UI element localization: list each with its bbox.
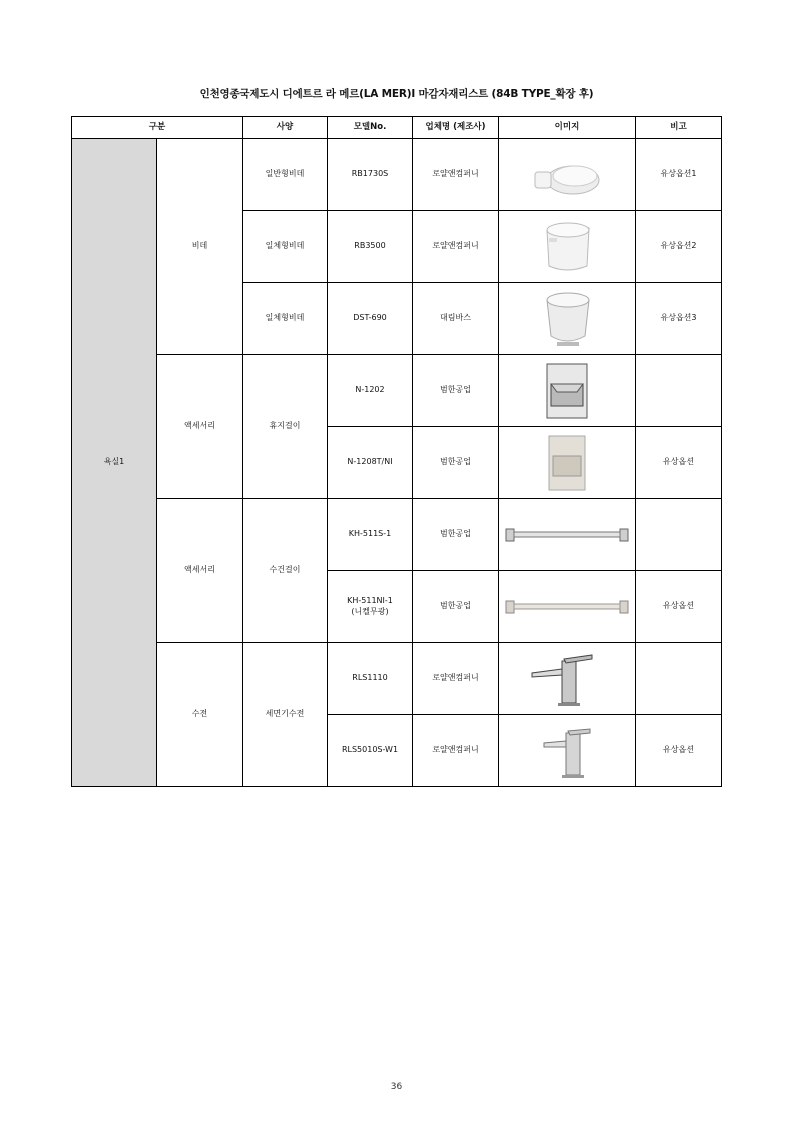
maker-cell: 로얄앤컴퍼니 (413, 211, 499, 283)
integrated-toilet-image (527, 288, 607, 350)
maker-cell: 로얄앤컴퍼니 (413, 139, 499, 211)
maker-cell: 범한공업 (413, 499, 499, 571)
image-cell (499, 427, 636, 499)
category-cell: 액세서리 (157, 499, 243, 643)
nickel-paper-holder-image (537, 432, 597, 494)
remark-cell: 유상옵션 (636, 715, 722, 787)
model-cell: RB1730S (328, 139, 413, 211)
remark-cell: 유상옵션 (636, 571, 722, 643)
image-cell (499, 715, 636, 787)
header-image: 이미지 (499, 117, 636, 139)
image-cell (499, 283, 636, 355)
maker-cell: 범한공업 (413, 355, 499, 427)
category-cell: 비데 (157, 139, 243, 355)
model-cell: RB3500 (328, 211, 413, 283)
towel-bar-image (502, 525, 632, 545)
room-cell: 욕실1 (72, 139, 157, 787)
table-row (72, 643, 722, 715)
maker-cell: 로얄앤컴퍼니 (413, 643, 499, 715)
remark-cell: 유상옵션1 (636, 139, 722, 211)
model-cell: DST-690 (328, 283, 413, 355)
spec-cell: 휴지걸이 (243, 355, 328, 499)
model-cell: KH-511S-1 (328, 499, 413, 571)
nickel-faucet-image (522, 721, 612, 781)
spec-cell: 세면기수전 (243, 643, 328, 787)
model-number: KH-511NI-1 (347, 596, 393, 606)
remark-cell: 유상옵션2 (636, 211, 722, 283)
finish-materials-table (71, 116, 722, 787)
chrome-paper-holder-image (537, 360, 597, 422)
maker-cell: 범한공업 (413, 571, 499, 643)
category-cell: 수전 (157, 643, 243, 787)
image-cell (499, 211, 636, 283)
model-cell: N-1208T/NI (328, 427, 413, 499)
page-title: 인천영종국제도시 디에트르 라 메르(LA MER)Ⅰ 마감자재리스트 (84B TYPE_확장 후) (199, 88, 594, 100)
header-category: 구분 (72, 117, 243, 139)
page-number: 36 (390, 1082, 403, 1092)
table-row (72, 139, 722, 211)
towel-bar-nickel-image (502, 597, 632, 617)
remark-cell (636, 499, 722, 571)
category-cell: 액세서리 (157, 355, 243, 499)
model-cell (328, 571, 413, 643)
spec-cell: 일체형비데 (243, 211, 328, 283)
remark-cell: 유상옵션 (636, 427, 722, 499)
spec-cell: 일체형비데 (243, 283, 328, 355)
image-cell (499, 139, 636, 211)
maker-cell: 대림바스 (413, 283, 499, 355)
table-header-row (72, 117, 722, 139)
header-maker: 업체명 (제조사) (413, 117, 499, 139)
maker-cell: 범한공업 (413, 427, 499, 499)
maker-cell: 로얄앤컴퍼니 (413, 715, 499, 787)
image-cell (499, 499, 636, 571)
header-remark: 비고 (636, 117, 722, 139)
model-cell: RLS5010S-W1 (328, 715, 413, 787)
model-cell: RLS1110 (328, 643, 413, 715)
bidet-seat-image (527, 150, 607, 200)
model-note: (니켈무광) (351, 606, 389, 616)
image-cell (499, 571, 636, 643)
remark-cell (636, 643, 722, 715)
remark-cell (636, 355, 722, 427)
integrated-bidet-image (527, 216, 607, 278)
model-cell: N-1202 (328, 355, 413, 427)
table-row (72, 355, 722, 427)
table-row (72, 499, 722, 571)
chrome-faucet-image (522, 649, 612, 709)
image-cell (499, 643, 636, 715)
header-spec: 사양 (243, 117, 328, 139)
spec-cell: 일반형비데 (243, 139, 328, 211)
remark-cell: 유상옵션3 (636, 283, 722, 355)
header-model: 모델No. (328, 117, 413, 139)
image-cell (499, 355, 636, 427)
spec-cell: 수건걸이 (243, 499, 328, 643)
